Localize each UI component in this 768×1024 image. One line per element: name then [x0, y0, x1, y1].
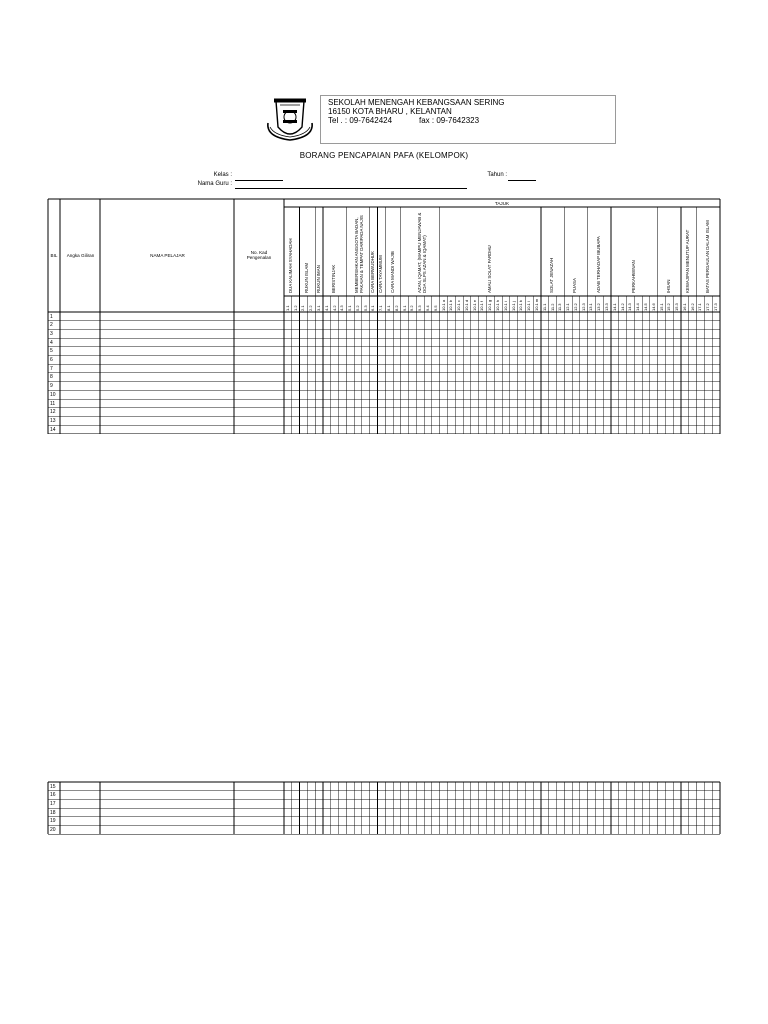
topic-code-label: 4.2 [331, 304, 337, 311]
table-row[interactable] [60, 382, 720, 391]
topic-code-label: 5.3 [362, 304, 368, 311]
topic-code-label: 14.6 [650, 302, 656, 311]
row-number: 5 [50, 348, 53, 355]
topic-code-label: 10.1 l [526, 300, 532, 311]
topic-code-label: 12.3 [580, 302, 586, 311]
topic-code-label: 11.3 [557, 303, 563, 311]
topic-code-label: 10.1 i [502, 300, 508, 311]
table-row[interactable] [60, 817, 720, 826]
topic-code-label: 14.1 [611, 302, 617, 311]
topic-label: BERISTINJAK [331, 264, 337, 293]
table-row[interactable] [60, 782, 720, 791]
topic-label: DUA KALIMAH SYAHADAH [288, 238, 294, 293]
table-row[interactable] [60, 356, 720, 365]
row-number: 15 [50, 783, 56, 790]
school-tel: Tel . : 09-7642424 [328, 116, 393, 125]
topic-label: ADAB TERHADAP IBUBAPA [595, 236, 601, 293]
topic-label: PERKAHWINAN [630, 260, 636, 293]
topic-label: KEWAJIPAN MENUTUP AURAT [685, 229, 691, 293]
topic-code-label: 10.1 b [448, 299, 454, 311]
table-row[interactable] [60, 329, 720, 338]
table-row[interactable] [60, 808, 720, 817]
topic-code-label: 15.1 [658, 302, 664, 311]
topic-code-label: 1.1 [284, 304, 290, 311]
nama-guru-label: Nama Guru : [197, 181, 232, 187]
row-number: 9 [50, 383, 53, 390]
topic-code-label: 10.1 e [471, 299, 477, 311]
kelas-label: Kelas : [213, 172, 232, 178]
topic-code-label: 11.2 [549, 303, 555, 311]
row-number: 6 [50, 357, 53, 363]
topic-code-label: 11.1 [541, 303, 547, 311]
table-row[interactable] [60, 791, 720, 800]
topic-label: SOLAT JENAZAH [549, 257, 555, 293]
topic-code-label: 13.1 [588, 302, 594, 311]
row-number: 2 [50, 322, 53, 329]
topic-code-label: 14.3 [627, 302, 633, 311]
row-number: 1 [50, 313, 53, 320]
topic-code-label: 1.2 [292, 304, 298, 311]
row-number: 14 [50, 426, 56, 433]
table-row[interactable] [60, 425, 720, 434]
row-number: 7 [50, 365, 53, 372]
table-row[interactable] [60, 826, 720, 835]
row-number: 19 [50, 818, 56, 825]
topic-code-label: 8.1 [386, 304, 391, 311]
table-row[interactable] [60, 408, 720, 417]
header-nama-pelajar: NAMA PELAJAR [150, 253, 185, 258]
topic-code-label: 15.2 [666, 302, 672, 311]
topic-code-label: 9.5 [432, 304, 438, 311]
row-number: 4 [50, 339, 53, 346]
topic-label: AZAN, IQAMAT, (MAMPU MENJAWAB & DOA SLPS AZAN & IQAMAT) [416, 212, 427, 293]
topic-code-label: 12.1 [565, 302, 571, 311]
topic-label: CARA MANDI WAJIB [389, 251, 395, 293]
topic-code-label: 9.4 [424, 304, 430, 311]
topic-code-label: 8.2 [393, 304, 399, 311]
header-no-kad: No. Kad Pengenalan [246, 250, 272, 260]
topic-code-label: 17.1 [697, 302, 703, 311]
topic-code-label: 15.3 [674, 302, 680, 311]
topic-code-label: 10.1 h [495, 299, 500, 311]
topic-label: BATAS PERGAULAN DALAM ISLAM [704, 220, 710, 293]
row-number: 20 [50, 827, 56, 833]
topic-code-label: 16.2 [689, 302, 695, 311]
row-number: 10 [50, 391, 56, 398]
topic-code-label: 17.3 [713, 302, 718, 311]
table-row[interactable] [60, 347, 720, 356]
topic-code-label: 16.1 [681, 302, 687, 311]
row-number: 17 [50, 800, 56, 807]
topic-code-label: 13.2 [596, 302, 602, 311]
topic-code-label: 2.1 [300, 304, 306, 311]
topic-label: RUKUN ISLAM [303, 262, 309, 293]
topic-label: IHSAN [665, 279, 671, 293]
topic-code-label: 12.2 [572, 302, 578, 311]
school-fax: fax : 09-7642323 [419, 116, 480, 125]
school-name: SEKOLAH MENENGAH KEBANGSAAN SERING [328, 98, 505, 107]
topic-code-label: 4.3 [339, 304, 345, 311]
table-row[interactable] [60, 312, 720, 321]
row-number: 18 [50, 809, 56, 816]
row-number: 8 [50, 374, 53, 381]
topic-code-label: 6.1 [370, 304, 376, 311]
header-tajuk: TAJUK [494, 201, 510, 206]
topic-code-label: 9.2 [409, 304, 415, 311]
table-row[interactable] [60, 338, 720, 347]
header-angka-giliran: Angka Giliran [66, 253, 95, 258]
topic-label: MEMBERSIHKAN ANGGOTA BADAN, PAKAIAN & TEMPAT DARIPADA NAJIS [354, 215, 365, 293]
topic-code-label: 17.2 [705, 302, 711, 311]
topic-code-label: 9.1 [401, 304, 407, 311]
topic-code-label: 14.2 [619, 302, 625, 311]
topic-label: CARA BERWUDHUK [370, 251, 376, 293]
topic-code-label: 10.1 c [456, 299, 462, 311]
header-bil: BIL [50, 253, 58, 258]
row-number: 3 [50, 330, 53, 337]
row-number: 11 [50, 400, 56, 407]
table-row[interactable] [60, 321, 720, 330]
form-title: BORANG PENCAPAIAN PAFA (KELOMPOK) [299, 151, 469, 160]
topic-code-label: 5.1 [347, 304, 353, 311]
table-row[interactable] [60, 399, 720, 408]
topic-label: PUASA [572, 278, 578, 293]
table-row[interactable] [60, 390, 720, 399]
table-row[interactable] [60, 373, 720, 382]
school-address: 16150 KOTA BHARU , KELANTAN [328, 107, 452, 116]
table-row[interactable] [60, 364, 720, 373]
topic-code-label: 5.2 [354, 304, 360, 311]
topic-code-label: 10.1 m [533, 298, 539, 311]
topic-code-label: 10.1 k [518, 299, 524, 311]
topic-code-label: 9.3 [417, 304, 423, 311]
topic-code-label: 10.1 f [479, 300, 485, 311]
topic-code-label: 7.1 [378, 304, 384, 311]
topic-code-label: 14.4 [635, 302, 641, 311]
topic-code-label: 3.1 [315, 304, 321, 311]
topic-code-label: 4.1 [323, 304, 329, 311]
row-number: 13 [50, 417, 56, 424]
topic-code-label: 10.1 d [463, 299, 469, 311]
topic-label: CARA TAYAMMUM [377, 255, 383, 293]
topic-code-label: 2.2 [308, 304, 314, 311]
table-row[interactable] [60, 799, 720, 808]
topic-code-label: 13.3 [604, 302, 609, 311]
topic-code-label: 10.1 a [440, 299, 446, 311]
topic-code-label: 10.1 j [510, 300, 516, 311]
row-number: 16 [50, 792, 56, 799]
topic-label: RUKUN IMAN [315, 265, 321, 293]
tahun-label: Tahun : [487, 172, 507, 178]
topic-label: AMALI SOLAT FARDHU [486, 245, 492, 293]
topic-code-label: 10.1 g [487, 299, 493, 311]
table-row[interactable] [60, 416, 720, 425]
row-number: 12 [50, 409, 56, 416]
topic-code-label: 14.5 [642, 302, 648, 311]
